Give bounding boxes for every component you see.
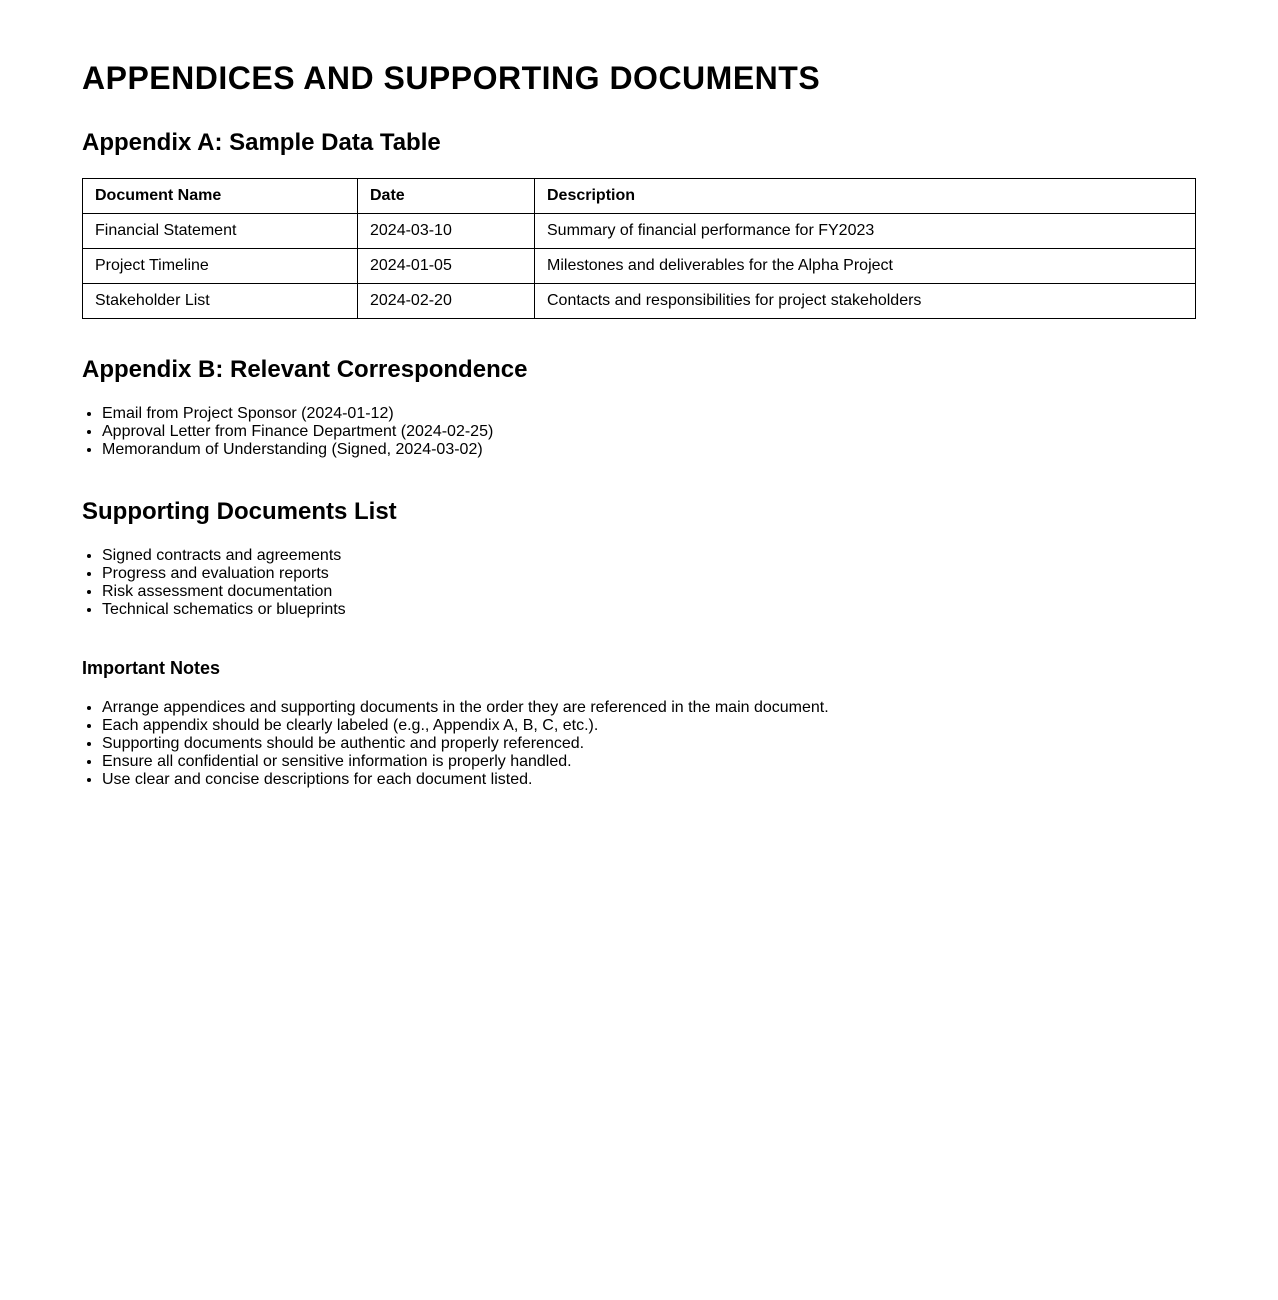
column-header-date: Date (358, 179, 535, 214)
table-row (83, 284, 1196, 319)
column-header-description: Description (535, 179, 1196, 214)
list-item: • Approval Letter from Finance Department (2024-02-25) (102, 423, 1196, 441)
list-item: • Use clear and concise descriptions for each document listed. (102, 771, 1196, 789)
list-item: • Supporting documents should be authentic and properly referenced. (102, 735, 1196, 753)
correspondence-list (82, 405, 1196, 459)
table-row (83, 249, 1196, 284)
cell-document-name: Project Timeline (83, 249, 358, 284)
sample-data-table (82, 178, 1196, 319)
cell-document-name: Stakeholder List (83, 284, 358, 319)
appendix-a-heading: Appendix A: Sample Data Table (82, 129, 441, 156)
important-notes-heading: Important Notes (82, 658, 221, 678)
list-item: • Each appendix should be clearly labeled (e.g., Appendix A, B, C, etc.). (102, 717, 1196, 735)
cell-date: 2024-02-20 (358, 284, 535, 319)
cell-date: 2024-03-10 (358, 214, 535, 249)
supporting-documents-heading: Supporting Documents List (82, 498, 397, 525)
list-item: • Risk assessment documentation (102, 583, 1196, 601)
appendix-b-heading: Appendix B: Relevant Correspondence (82, 356, 528, 383)
page-title: APPENDICES AND SUPPORTING DOCUMENTS (82, 60, 821, 96)
list-item: • Email from Project Sponsor (2024-01-12) (102, 405, 1196, 423)
list-item: • Ensure all confidential or sensitive information is properly handled. (102, 753, 1196, 771)
column-header-document-name: Document Name (83, 179, 358, 214)
cell-description: Milestones and deliverables for the Alpha Project (535, 249, 1196, 284)
cell-description: Contacts and responsibilities for project stakeholders (535, 284, 1196, 319)
list-item: • Memorandum of Understanding (Signed, 2024-03-02) (102, 441, 1196, 459)
list-item: • Arrange appendices and supporting documents in the order they are referenced in the main document. (102, 699, 1196, 717)
important-notes-list (82, 699, 1196, 789)
list-item: • Progress and evaluation reports (102, 565, 1196, 583)
table-row (83, 214, 1196, 249)
list-item: • Technical schematics or blueprints (102, 601, 1196, 619)
cell-document-name: Financial Statement (83, 214, 358, 249)
list-item: • Signed contracts and agreements (102, 547, 1196, 565)
supporting-documents-list (82, 547, 1196, 619)
cell-date: 2024-01-05 (358, 249, 535, 284)
table-header-row (83, 179, 1196, 214)
cell-description: Summary of financial performance for FY2023 (535, 214, 1196, 249)
